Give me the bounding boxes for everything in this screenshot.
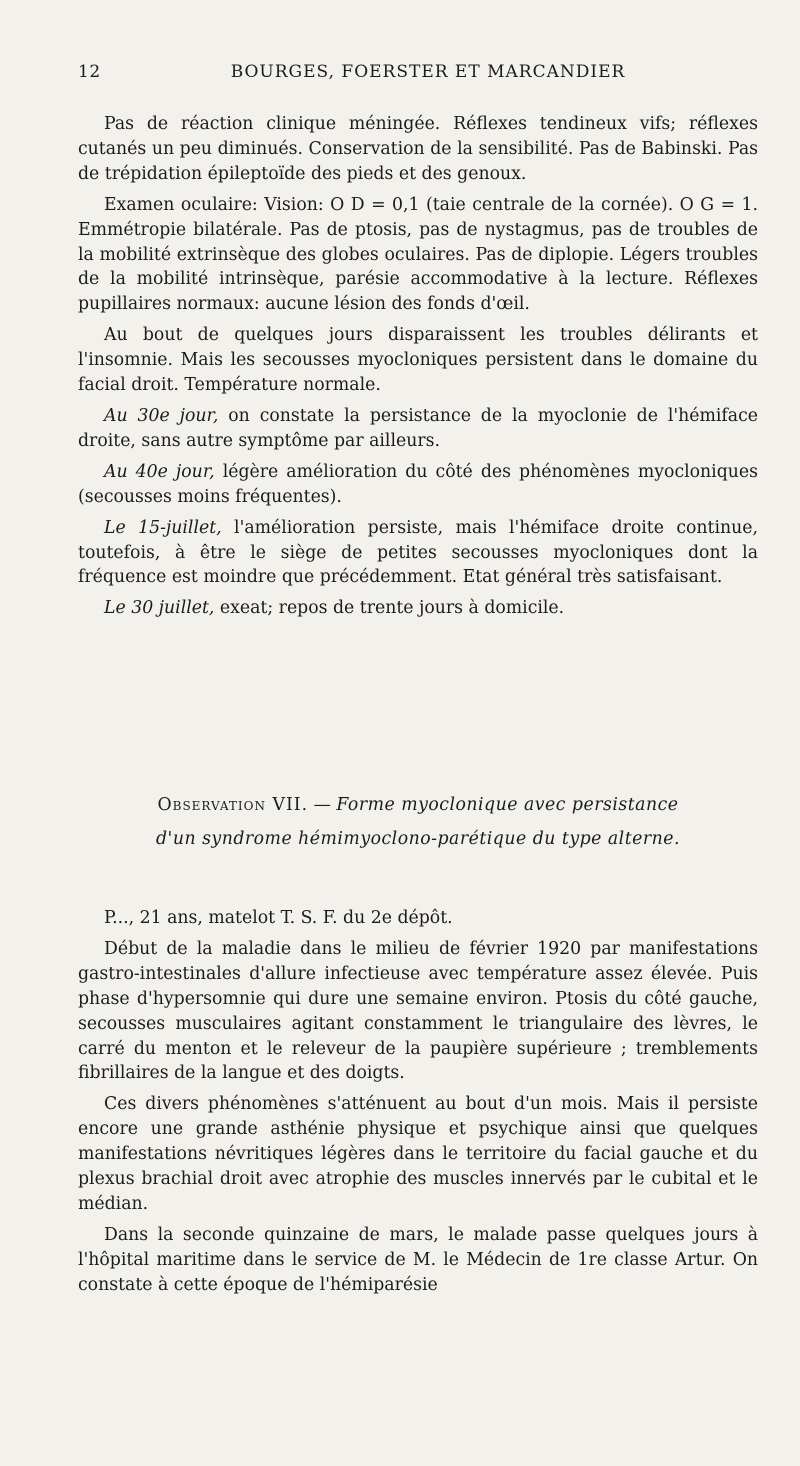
paragraph-text: légère amélioration du côté des phénomènes myocloniques (secousses moins fréquentes). [78,461,758,507]
case-observation-vii [78,906,758,1298]
observation-title-line-2 [78,822,758,856]
paragraph-day-40 [78,460,758,510]
paragraph-july-30 [78,596,758,621]
case-continuation [78,112,758,621]
paragraph: Dans la seconde quinzaine de mars, le malade passe quelques jours à l'hôpital maritime dans le service de M. le Médecin de 1re classe Artur. On constate à cette époque de l'hémiparésie [78,1224,758,1295]
paragraph-patient: P..., 21 ans, matelot T. S. F. du 2e dépôt. [104,908,453,928]
page-header [78,62,758,82]
paragraph: Examen oculaire: Vision: O D = 0,1 (taie centrale de la cornée). O G = 1. Emmétropie bilatérale. Pas de ptosis, pas de nystagmus, pas de troubles de la mobilité extrinsèque des globes oculaires. Pas de diplopie. Légers troubles de la mobilité intrinsèque, parésie accommodative à la lecture. Réflexes pupillaires normaux: aucune lésion des fonds d'œil. [78,194,758,315]
observation-label: Observation VII. [157,795,309,815]
paragraph: Début de la maladie dans le milieu de février 1920 par manifestations gastro-intestinales d'allure infectieuse avec température assez élevée. Puis phase d'hypersomnie qui dure une semaine environ. Ptosis du côté gauche, secousses musculaires agitant constamment le triangulaire des lèvres, le carré du menton et le releveur de la paupière supérieure ; tremblements fibrillaires de la langue et des doigts. [78,938,758,1084]
date-lead: Le 15-juillet, [104,517,222,538]
date-lead: Au 40e jour, [104,461,215,482]
observation-heading [78,788,758,856]
paragraph: Au bout de quelques jours disparaissent les troubles délirants et l'insomnie. Mais les secousses myocloniques persistent dans le domaine du facial droit. Température normale. [78,325,758,396]
observation-title-line-1 [78,788,758,822]
paragraph: Ces divers phénomènes s'atténuent au bout d'un mois. Mais il persiste encore une grande asthénie physique et psychique ainsi que quelques manifestations névritiques légères dans le territoire du facial gauche et du plexus brachial droit avec atrophie des muscles innervés par le cubital et le médian. [78,1094,758,1214]
running-title: BOURGES, FOERSTER ET MARCANDIER [230,62,626,82]
observation-dash: — [308,795,337,815]
paragraph-text: exeat; repos de trente jours à domicile. [214,598,565,619]
paragraph: Pas de réaction clinique méningée. Réflexes tendineux vifs; réflexes cutanés un peu diminués. Conservation de la sensibilité. Pas de Babinski. Pas de trépidation épileptoïde des pieds et des genoux. [78,114,758,184]
paragraph-day-30 [78,404,758,454]
paragraph-text: l'amélioration persiste, mais l'hémiface droite continue, toutefois, à être le siège de petites secousses myocloniques dont la fréquence est moindre que précédemment. Etat général très satisfaisant. [78,517,758,588]
date-lead: Le 30 juillet, [104,598,215,619]
paragraph-text: on constate la persistance de la myoclonie de l'hémiface droite, sans autre symptôme par ailleurs. [78,405,759,451]
page-number: 12 [78,62,101,82]
observation-title: Forme myoclonique avec persistance [336,795,679,815]
date-lead: Au 30e jour, [104,405,219,426]
paragraph-july-15 [78,516,758,591]
observation-subtitle: d'un syndrome hémimyoclono-parétique du type alterne. [156,829,680,849]
